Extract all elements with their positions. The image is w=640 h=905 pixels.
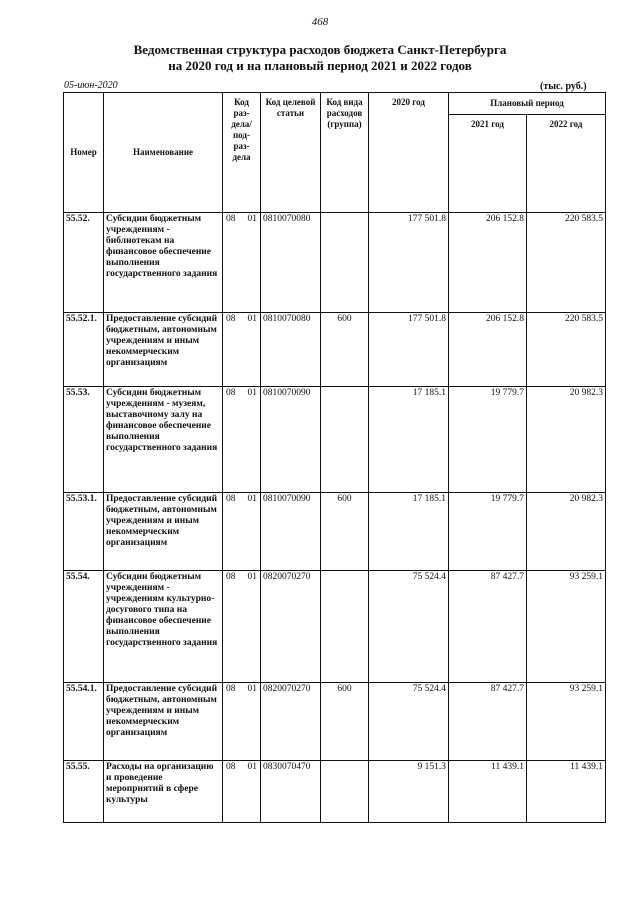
document-date: 05-июн-2020: [64, 80, 118, 91]
row-section: [223, 213, 261, 313]
row-subsection-code: 01: [247, 762, 257, 772]
row-value-2022: 93 259.1: [527, 683, 606, 761]
row-section-code: 08: [226, 494, 236, 504]
row-name: Субсидии бюджетным учреждениям - учреждениям культурно-досугового типа на финансовое обеспечение выполнения государственного задания: [104, 571, 223, 683]
row-section: [223, 493, 261, 571]
table-row: [64, 387, 606, 493]
row-value-2021: 206 152.8: [449, 213, 527, 313]
row-section-code: 08: [226, 572, 236, 582]
row-section: [223, 571, 261, 683]
row-name: Предоставление субсидий бюджетным, автономным учреждениям и иным некоммерческим организациям: [104, 313, 223, 387]
row-section-code: 08: [226, 762, 236, 772]
row-number: 55.53.: [64, 387, 104, 493]
row-value-2021: 19 779.7: [449, 387, 527, 493]
row-target-code: 0820070270: [261, 571, 321, 683]
row-section: [223, 683, 261, 761]
row-number: 55.52.1.: [64, 313, 104, 387]
row-subsection-code: 01: [247, 314, 257, 324]
title-line-1: Ведомственная структура расходов бюджета Санкт-Петербурга: [133, 42, 507, 57]
row-value-2020: 75 524.4: [369, 683, 449, 761]
document-title: [0, 42, 640, 74]
row-target-code: 0810070090: [261, 493, 321, 571]
table-body: [64, 213, 606, 823]
row-section-code: 08: [226, 314, 236, 324]
row-name: Субсидии бюджетным учреждениям - библиотекам на финансовое обеспечение выполнения государственного задания: [104, 213, 223, 313]
row-expense-type: 600: [321, 683, 369, 761]
row-section: [223, 761, 261, 823]
row-value-2020: 17 185.1: [369, 493, 449, 571]
row-value-2020: 177 501.8: [369, 213, 449, 313]
header-name: Наименование: [104, 93, 223, 213]
row-value-2020: 9 151.3: [369, 761, 449, 823]
row-value-2022: 20 982.3: [527, 387, 606, 493]
table-row: [64, 213, 606, 313]
row-value-2021: 19 779.7: [449, 493, 527, 571]
row-target-code: 0820070270: [261, 683, 321, 761]
row-value-2021: 206 152.8: [449, 313, 527, 387]
table-row: [64, 313, 606, 387]
page-number: 468: [311, 16, 329, 28]
row-value-2021: 87 427.7: [449, 683, 527, 761]
row-number: 55.52.: [64, 213, 104, 313]
row-subsection-code: 01: [247, 494, 257, 504]
row-expense-type: 600: [321, 493, 369, 571]
row-value-2022: 20 982.3: [527, 493, 606, 571]
row-value-2022: 93 259.1: [527, 571, 606, 683]
row-target-code: 0810070080: [261, 313, 321, 387]
row-value-2022: 11 439.1: [527, 761, 606, 823]
table-header: [64, 93, 606, 213]
row-target-code: 0810070090: [261, 387, 321, 493]
row-value-2021: 87 427.7: [449, 571, 527, 683]
header-planned-period: Плановый период: [449, 93, 606, 115]
row-name: Предоставление субсидий бюджетным, автономным учреждениям и иным некоммерческим организациям: [104, 493, 223, 571]
row-expense-type: [321, 387, 369, 493]
header-expense-type: Код вида расходов (группа): [321, 93, 369, 213]
row-section: [223, 387, 261, 493]
row-value-2021: 11 439.1: [449, 761, 527, 823]
row-number: 55.54.1.: [64, 683, 104, 761]
row-subsection-code: 01: [247, 214, 257, 224]
row-value-2022: 220 583.5: [527, 213, 606, 313]
header-2020: 2020 год: [369, 93, 449, 213]
budget-table: [63, 92, 606, 823]
row-subsection-code: 01: [247, 572, 257, 582]
table-row: [64, 683, 606, 761]
row-section: [223, 313, 261, 387]
row-number: 55.54.: [64, 571, 104, 683]
row-number: 55.55.: [64, 761, 104, 823]
row-name: Расходы на организацию и проведение мероприятий в сфере культуры: [104, 761, 223, 823]
row-subsection-code: 01: [247, 684, 257, 694]
row-section-code: 08: [226, 214, 236, 224]
table-row: [64, 761, 606, 823]
row-value-2022: 220 583.5: [527, 313, 606, 387]
row-value-2020: 177 501.8: [369, 313, 449, 387]
row-subsection-code: 01: [247, 388, 257, 398]
row-expense-type: [321, 761, 369, 823]
table-row: [64, 493, 606, 571]
header-section: Код раз-дела/ под-раз-дела: [223, 93, 261, 213]
row-value-2020: 75 524.4: [369, 571, 449, 683]
row-value-2020: 17 185.1: [369, 387, 449, 493]
header-2022: 2022 год: [527, 115, 606, 213]
row-expense-type: 600: [321, 313, 369, 387]
header-2021: 2021 год: [449, 115, 527, 213]
row-target-code: 0830070470: [261, 761, 321, 823]
row-number: 55.53.1.: [64, 493, 104, 571]
units-label: (тыс. руб.): [540, 81, 587, 92]
row-target-code: 0810070080: [261, 213, 321, 313]
row-expense-type: [321, 213, 369, 313]
row-name: Субсидии бюджетным учреждениям - музеям, выставочному залу на финансовое обеспечение выполнения государственного задания: [104, 387, 223, 493]
row-expense-type: [321, 571, 369, 683]
header-number: Номер: [64, 93, 104, 213]
header-target: Код целевой статьи: [261, 93, 321, 213]
table-row: [64, 571, 606, 683]
title-line-2: на 2020 год и на плановый период 2021 и 2022 годов: [168, 58, 472, 73]
row-section-code: 08: [226, 388, 236, 398]
row-name: Предоставление субсидий бюджетным, автономным учреждениям и иным некоммерческим организациям: [104, 683, 223, 761]
row-section-code: 08: [226, 684, 236, 694]
